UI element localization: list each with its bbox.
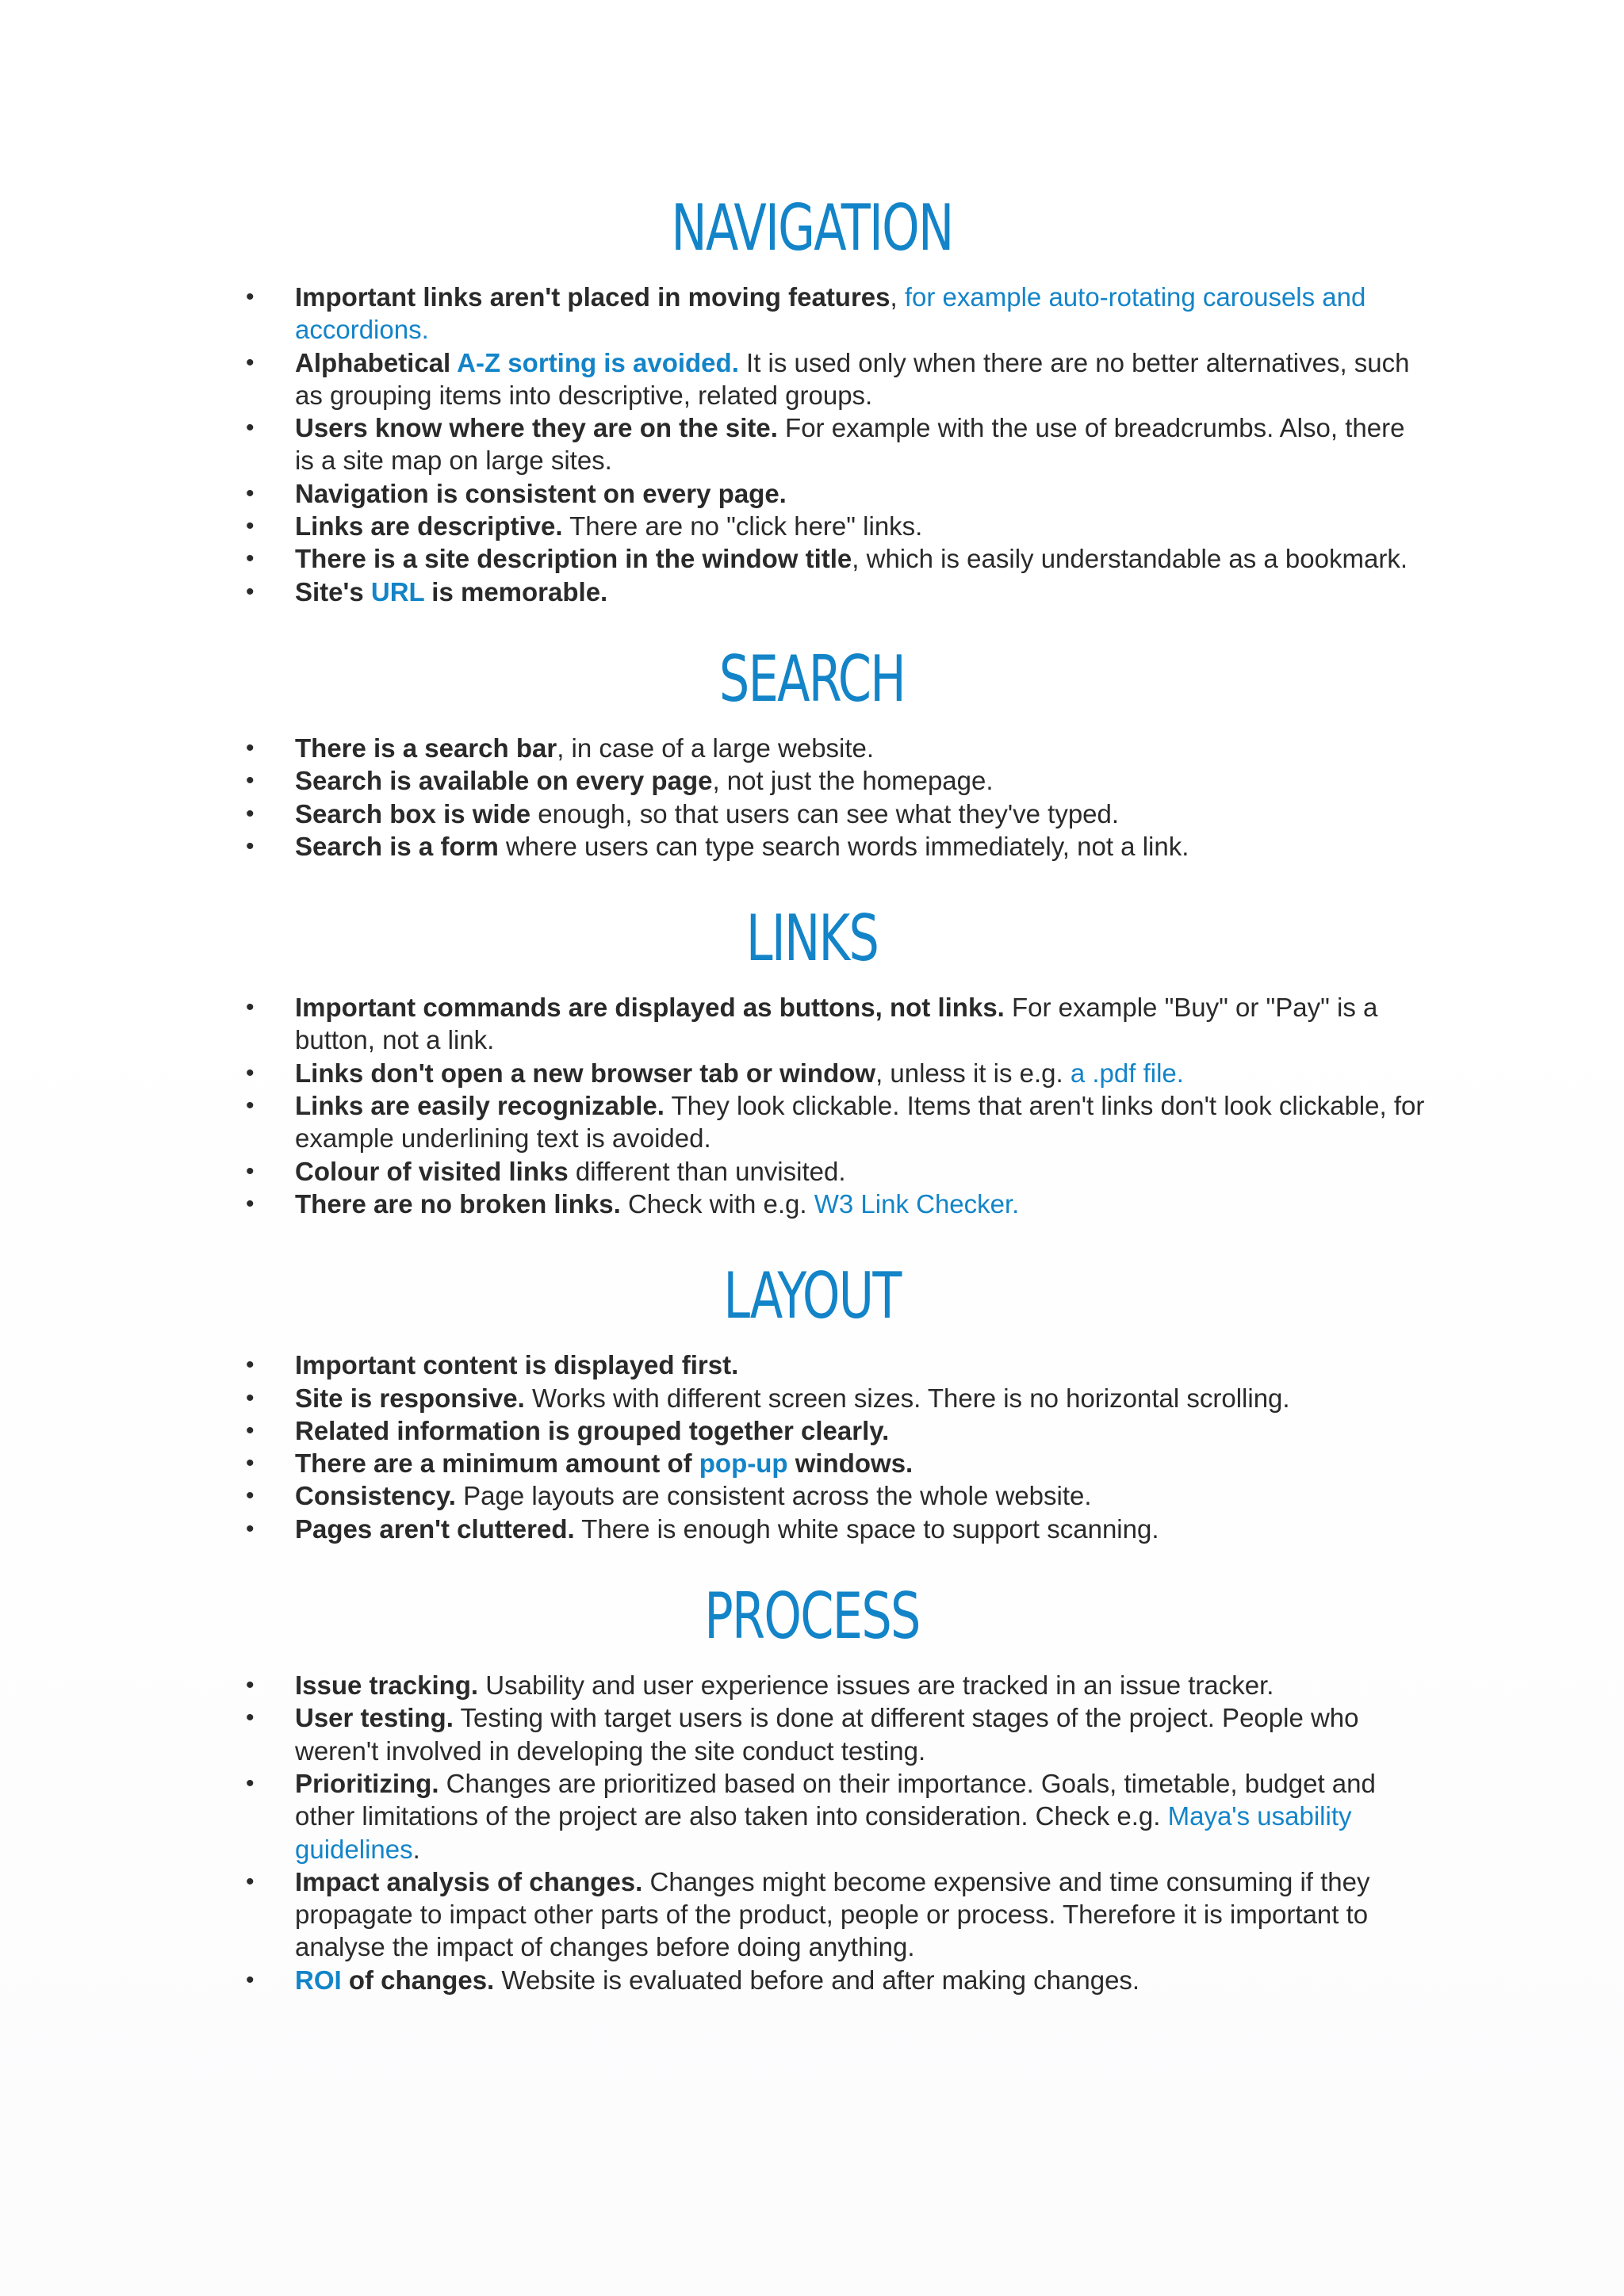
list-item <box>0 1669 1624 1701</box>
item-text: . <box>412 1834 420 1864</box>
item-bold-text: Colour of visited links <box>295 1156 569 1186</box>
item-bold-text: There is a site description in the window title <box>295 544 852 574</box>
item-bold-text: Links are descriptive. <box>295 511 563 541</box>
item-bold-text: windows. <box>787 1448 914 1479</box>
item-bold-text: Important links aren't placed in moving features <box>295 282 891 312</box>
item-text: where users can type search words immediately, not a link. <box>498 831 1189 861</box>
list-item <box>0 830 1624 863</box>
item-bold-text: Pages aren't cluttered. <box>295 1513 575 1544</box>
checklist <box>0 1669 1624 1996</box>
list-item <box>0 576 1624 608</box>
item-bold-text: Site is responsive. <box>295 1383 525 1413</box>
item-bold-text: Search is available on every page <box>295 766 713 796</box>
bullet-icon: • <box>246 578 255 605</box>
list-item <box>0 1479 1624 1512</box>
item-text: There are no "click here" links. <box>562 511 923 541</box>
bullet-icon: • <box>246 480 255 507</box>
bullet-icon: • <box>246 994 255 1021</box>
bullet-icon: • <box>246 1672 255 1699</box>
item-bold-text: Links don't open a new browser tab or window <box>295 1058 876 1088</box>
item-text: They look clickable. Items that aren't links don't look clickable, for example underlining text is avoided. <box>295 1091 1425 1154</box>
checklist <box>0 281 1624 608</box>
bullet-icon: • <box>246 1352 255 1379</box>
item-bold-text: Important content is displayed first. <box>295 1350 739 1380</box>
item-text: , not just the homepage. <box>712 766 994 796</box>
item-text: Testing with target users is done at different stages of the project. People who weren't involved in developing the site conduct testing. <box>295 1703 1359 1766</box>
list-item <box>0 542 1624 575</box>
section-heading: NAVIGATION <box>671 191 953 265</box>
list-item <box>0 477 1624 510</box>
item-text: It is used only when there are no better alternatives, such as grouping items into descriptive, related groups. <box>295 347 1410 410</box>
item-bold-text: Site's <box>295 576 371 607</box>
section-heading: LINKS <box>745 901 879 976</box>
bullet-icon: • <box>246 1158 255 1184</box>
item-bold-text: of changes. <box>341 1965 495 1995</box>
item-bold-text: Prioritizing. <box>295 1768 439 1798</box>
bullet-icon: • <box>246 1059 255 1086</box>
bullet-icon: • <box>246 734 255 761</box>
item-bold-text: Alphabetical <box>295 347 458 377</box>
list-item <box>0 1513 1624 1545</box>
bullet-icon: • <box>246 1868 255 1895</box>
item-bold-text: Users know where they are on the site. <box>295 413 778 443</box>
list-item <box>0 1057 1624 1089</box>
item-bold-text: Search is a form <box>295 831 499 861</box>
inline-link[interactable]: pop-up <box>699 1448 788 1479</box>
item-bold-text: Related information is grouped together clearly. <box>295 1415 890 1445</box>
bullet-icon: • <box>246 1190 255 1217</box>
item-bold-text: Navigation is consistent on every page. <box>295 478 787 508</box>
item-bold-text: There is a search bar <box>295 733 557 763</box>
checklist <box>0 1349 1624 1545</box>
list-item <box>0 764 1624 797</box>
bullet-icon: • <box>246 1450 255 1477</box>
bullet-icon: • <box>246 1770 255 1797</box>
bullet-icon: • <box>246 1966 255 1993</box>
inline-link[interactable]: URL <box>370 576 425 607</box>
list-item <box>0 1188 1624 1220</box>
item-text: Changes might become expensive and time consuming if they propagate to impact other parts of the product, people or process. Therefore it is important to analyse the impact of changes before doing anything. <box>295 1866 1370 1962</box>
item-bold-text: User testing. <box>295 1703 454 1733</box>
list-item <box>0 991 1624 1057</box>
item-text: Works with different screen sizes. There is no horizontal scrolling. <box>524 1383 1290 1413</box>
section-heading: LAYOUT <box>723 1259 901 1334</box>
bullet-icon: • <box>246 832 255 859</box>
bullet-icon: • <box>246 1705 255 1732</box>
inline-link[interactable]: Maya's usability guidelines <box>295 1801 1352 1864</box>
item-bold-text: There are a minimum amount of <box>295 1448 699 1479</box>
section-process <box>0 1572 1624 1996</box>
section-search <box>0 635 1624 863</box>
bullet-icon: • <box>246 1093 255 1119</box>
list-item <box>0 1349 1624 1381</box>
bullet-icon: • <box>246 1384 255 1411</box>
section-links <box>0 894 1624 1220</box>
item-text: Website is evaluated before and after making changes. <box>494 1965 1140 1995</box>
list-item <box>0 510 1624 542</box>
item-text: Usability and user experience issues are tracked in an issue tracker. <box>478 1670 1274 1701</box>
item-text: Check with e.g. <box>620 1188 814 1219</box>
bullet-icon: • <box>246 767 255 794</box>
inline-link[interactable]: A-Z sorting is avoided. <box>457 347 739 377</box>
checklist <box>0 991 1624 1220</box>
bullet-icon: • <box>246 513 255 540</box>
item-text: Page layouts are consistent across the whole website. <box>455 1481 1092 1511</box>
item-text: For example "Buy" or "Pay" is a button, not a link. <box>295 993 1378 1055</box>
item-text: Changes are prioritized based on their importance. Goals, timetable, budget and other limitations of the project are also taken into consideration. Check e.g. <box>295 1768 1376 1831</box>
bullet-icon: • <box>246 349 255 376</box>
item-text: For example with the use of breadcrumbs. Also, there is a site map on large sites. <box>295 413 1405 476</box>
checklist-content <box>0 184 1624 1996</box>
list-item <box>0 281 1624 346</box>
item-bold-text: Impact analysis of changes. <box>295 1866 643 1896</box>
list-item <box>0 798 1624 830</box>
item-text: , in case of a large website. <box>557 733 875 763</box>
section-layout <box>0 1252 1624 1545</box>
list-item <box>0 1382 1624 1414</box>
list-item <box>0 1414 1624 1447</box>
item-text: enough, so that users can see what they've typed. <box>530 798 1120 828</box>
inline-link[interactable]: ROI <box>295 1965 342 1995</box>
section-heading: SEARCH <box>718 641 906 716</box>
bullet-icon: • <box>246 284 255 310</box>
list-item <box>0 1089 1624 1155</box>
bullet-icon: • <box>246 800 255 827</box>
section-heading: PROCESS <box>704 1579 920 1654</box>
item-bold-text: Consistency. <box>295 1481 456 1511</box>
list-item <box>0 1866 1624 1964</box>
item-text: , which is easily understandable as a bookmark. <box>852 544 1408 574</box>
bullet-icon: • <box>246 545 255 572</box>
bullet-icon: • <box>246 415 255 442</box>
list-item <box>0 1964 1624 1996</box>
item-bold-text: is memorable. <box>424 576 608 607</box>
checklist <box>0 732 1624 863</box>
bullet-icon: • <box>246 1515 255 1542</box>
item-bold-text: Important commands are displayed as buttons, not links. <box>295 993 1005 1023</box>
list-item <box>0 1447 1624 1479</box>
item-bold-text: Search box is wide <box>295 798 531 828</box>
list-item <box>0 1767 1624 1866</box>
bullet-icon: • <box>246 1417 255 1444</box>
section-navigation <box>0 184 1624 608</box>
list-item <box>0 346 1624 412</box>
bullet-icon: • <box>246 1483 255 1510</box>
list-item <box>0 1155 1624 1188</box>
item-text: , unless it is e.g. <box>875 1058 1071 1088</box>
item-text: , <box>890 282 905 312</box>
item-bold-text: There are no broken links. <box>295 1188 621 1219</box>
item-text: There is enough white space to support scanning. <box>574 1513 1159 1544</box>
item-text: different than unvisited. <box>568 1156 846 1186</box>
list-item <box>0 732 1624 764</box>
inline-link[interactable]: for example auto-rotating carousels and accordions. <box>295 282 1366 345</box>
item-bold-text: Links are easily recognizable. <box>295 1091 665 1121</box>
inline-link[interactable]: W3 Link Checker. <box>814 1188 1020 1219</box>
inline-link[interactable]: a .pdf file. <box>1070 1058 1184 1088</box>
item-bold-text: Issue tracking. <box>295 1670 479 1701</box>
list-item <box>0 411 1624 477</box>
list-item <box>0 1701 1624 1767</box>
